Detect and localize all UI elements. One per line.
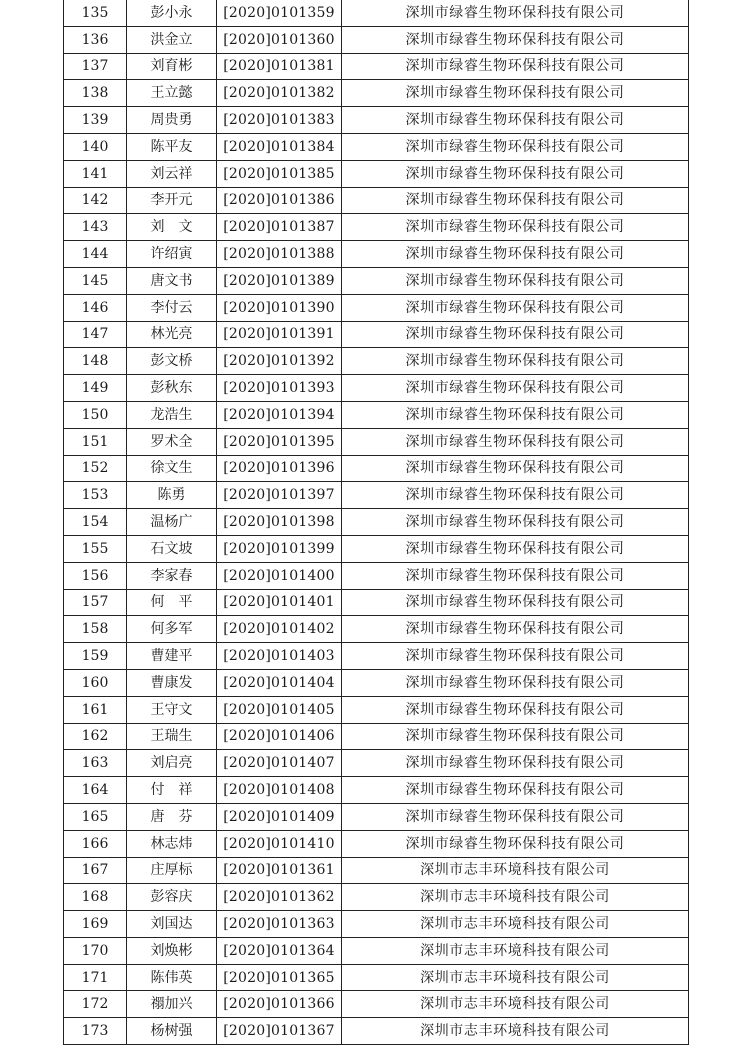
company-name-cell: 深圳市绿睿生物环保科技有限公司 bbox=[342, 509, 689, 536]
row-number-cell: 142 bbox=[64, 187, 127, 214]
table-row bbox=[64, 643, 689, 670]
certificate-number-cell: [2020]0101389 bbox=[217, 267, 342, 294]
table-row bbox=[64, 723, 689, 750]
table-row bbox=[64, 133, 689, 160]
row-number-cell: 162 bbox=[64, 723, 127, 750]
row-number-cell: 155 bbox=[64, 535, 127, 562]
person-name-cell: 李家春 bbox=[127, 562, 217, 589]
certificate-number-cell: [2020]0101393 bbox=[217, 375, 342, 402]
table-row bbox=[64, 53, 689, 80]
table-row bbox=[64, 991, 689, 1018]
table-row bbox=[64, 1018, 689, 1045]
person-name-cell: 彭文桥 bbox=[127, 348, 217, 375]
certificate-number-cell: [2020]0101390 bbox=[217, 294, 342, 321]
company-name-cell: 深圳市绿睿生物环保科技有限公司 bbox=[342, 0, 689, 26]
certificate-number-cell: [2020]0101384 bbox=[217, 133, 342, 160]
row-number-cell: 136 bbox=[64, 26, 127, 53]
person-name-cell: 王瑞生 bbox=[127, 723, 217, 750]
certificate-number-cell: [2020]0101408 bbox=[217, 777, 342, 804]
row-number-cell: 154 bbox=[64, 509, 127, 536]
company-name-cell: 深圳市绿睿生物环保科技有限公司 bbox=[342, 535, 689, 562]
company-name-cell: 深圳市绿睿生物环保科技有限公司 bbox=[342, 321, 689, 348]
table-row bbox=[64, 80, 689, 107]
certificate-number-cell: [2020]0101410 bbox=[217, 830, 342, 857]
certificate-number-cell: [2020]0101405 bbox=[217, 696, 342, 723]
person-name-cell: 刘育彬 bbox=[127, 53, 217, 80]
person-name-cell: 林志炜 bbox=[127, 830, 217, 857]
table-row bbox=[64, 830, 689, 857]
company-name-cell: 深圳市绿睿生物环保科技有限公司 bbox=[342, 803, 689, 830]
row-number-cell: 158 bbox=[64, 616, 127, 643]
certificate-number-cell: [2020]0101385 bbox=[217, 160, 342, 187]
certificate-number-cell: [2020]0101381 bbox=[217, 53, 342, 80]
row-number-cell: 147 bbox=[64, 321, 127, 348]
company-name-cell: 深圳市志丰环境科技有限公司 bbox=[342, 884, 689, 911]
company-name-cell: 深圳市绿睿生物环保科技有限公司 bbox=[342, 428, 689, 455]
table-row bbox=[64, 777, 689, 804]
row-number-cell: 138 bbox=[64, 80, 127, 107]
row-number-cell: 160 bbox=[64, 669, 127, 696]
company-name-cell: 深圳市绿睿生物环保科技有限公司 bbox=[342, 589, 689, 616]
row-number-cell: 151 bbox=[64, 428, 127, 455]
company-name-cell: 深圳市绿睿生物环保科技有限公司 bbox=[342, 669, 689, 696]
person-name-cell: 杨树强 bbox=[127, 1018, 217, 1045]
person-name-cell: 王守文 bbox=[127, 696, 217, 723]
table-row bbox=[64, 911, 689, 938]
row-number-cell: 171 bbox=[64, 964, 127, 991]
certificate-number-cell: [2020]0101386 bbox=[217, 187, 342, 214]
company-name-cell: 深圳市绿睿生物环保科技有限公司 bbox=[342, 80, 689, 107]
table-row bbox=[64, 0, 689, 26]
table-row bbox=[64, 669, 689, 696]
certificate-number-cell: [2020]0101391 bbox=[217, 321, 342, 348]
table-row bbox=[64, 401, 689, 428]
person-name-cell: 唐文书 bbox=[127, 267, 217, 294]
person-name-cell: 唐 芬 bbox=[127, 803, 217, 830]
company-name-cell: 深圳市志丰环境科技有限公司 bbox=[342, 911, 689, 938]
certificate-number-cell: [2020]0101364 bbox=[217, 937, 342, 964]
company-name-cell: 深圳市绿睿生物环保科技有限公司 bbox=[342, 26, 689, 53]
table-row bbox=[64, 857, 689, 884]
company-name-cell: 深圳市绿睿生物环保科技有限公司 bbox=[342, 401, 689, 428]
certificate-number-cell: [2020]0101406 bbox=[217, 723, 342, 750]
certificate-number-cell: [2020]0101401 bbox=[217, 589, 342, 616]
company-name-cell: 深圳市志丰环境科技有限公司 bbox=[342, 964, 689, 991]
company-name-cell: 深圳市绿睿生物环保科技有限公司 bbox=[342, 267, 689, 294]
certificate-number-cell: [2020]0101399 bbox=[217, 535, 342, 562]
person-name-cell: 庄厚标 bbox=[127, 857, 217, 884]
company-name-cell: 深圳市志丰环境科技有限公司 bbox=[342, 1018, 689, 1045]
certificate-number-cell: [2020]0101397 bbox=[217, 482, 342, 509]
row-number-cell: 156 bbox=[64, 562, 127, 589]
person-name-cell: 刘云祥 bbox=[127, 160, 217, 187]
company-name-cell: 深圳市绿睿生物环保科技有限公司 bbox=[342, 562, 689, 589]
row-number-cell: 165 bbox=[64, 803, 127, 830]
row-number-cell: 145 bbox=[64, 267, 127, 294]
certificate-number-cell: [2020]0101388 bbox=[217, 241, 342, 268]
certificate-number-cell: [2020]0101392 bbox=[217, 348, 342, 375]
table-row bbox=[64, 562, 689, 589]
person-name-cell: 洪金立 bbox=[127, 26, 217, 53]
row-number-cell: 140 bbox=[64, 133, 127, 160]
company-name-cell: 深圳市绿睿生物环保科技有限公司 bbox=[342, 107, 689, 134]
table-row bbox=[64, 348, 689, 375]
company-name-cell: 深圳市志丰环境科技有限公司 bbox=[342, 857, 689, 884]
certificate-number-cell: [2020]0101398 bbox=[217, 509, 342, 536]
table-row bbox=[64, 375, 689, 402]
table-row bbox=[64, 294, 689, 321]
certificate-number-cell: [2020]0101395 bbox=[217, 428, 342, 455]
certificate-number-cell: [2020]0101382 bbox=[217, 80, 342, 107]
table-row bbox=[64, 107, 689, 134]
company-name-cell: 深圳市绿睿生物环保科技有限公司 bbox=[342, 830, 689, 857]
table-row bbox=[64, 26, 689, 53]
table-body bbox=[64, 0, 689, 1045]
company-name-cell: 深圳市志丰环境科技有限公司 bbox=[342, 937, 689, 964]
row-number-cell: 153 bbox=[64, 482, 127, 509]
certificate-number-cell: [2020]0101400 bbox=[217, 562, 342, 589]
table-row bbox=[64, 214, 689, 241]
row-number-cell: 152 bbox=[64, 455, 127, 482]
table-row bbox=[64, 160, 689, 187]
person-name-cell: 彭秋东 bbox=[127, 375, 217, 402]
row-number-cell: 141 bbox=[64, 160, 127, 187]
table-row bbox=[64, 509, 689, 536]
person-name-cell: 李付云 bbox=[127, 294, 217, 321]
table-row bbox=[64, 187, 689, 214]
person-name-cell: 陈平友 bbox=[127, 133, 217, 160]
person-name-cell: 彭小永 bbox=[127, 0, 217, 26]
table-row bbox=[64, 455, 689, 482]
row-number-cell: 161 bbox=[64, 696, 127, 723]
row-number-cell: 159 bbox=[64, 643, 127, 670]
row-number-cell: 148 bbox=[64, 348, 127, 375]
row-number-cell: 150 bbox=[64, 401, 127, 428]
person-name-cell: 曹建平 bbox=[127, 643, 217, 670]
table-row bbox=[64, 696, 689, 723]
table-row bbox=[64, 616, 689, 643]
company-name-cell: 深圳市绿睿生物环保科技有限公司 bbox=[342, 750, 689, 777]
certificate-number-cell: [2020]0101407 bbox=[217, 750, 342, 777]
certificate-number-cell: [2020]0101360 bbox=[217, 26, 342, 53]
row-number-cell: 163 bbox=[64, 750, 127, 777]
table-row bbox=[64, 803, 689, 830]
person-name-cell: 林光亮 bbox=[127, 321, 217, 348]
certificate-number-cell: [2020]0101383 bbox=[217, 107, 342, 134]
table-row bbox=[64, 937, 689, 964]
row-number-cell: 173 bbox=[64, 1018, 127, 1045]
person-name-cell: 陈伟英 bbox=[127, 964, 217, 991]
table-row bbox=[64, 535, 689, 562]
company-name-cell: 深圳市绿睿生物环保科技有限公司 bbox=[342, 616, 689, 643]
certificate-number-cell: [2020]0101387 bbox=[217, 214, 342, 241]
row-number-cell: 167 bbox=[64, 857, 127, 884]
person-name-cell: 李开元 bbox=[127, 187, 217, 214]
row-number-cell: 144 bbox=[64, 241, 127, 268]
certificate-number-cell: [2020]0101404 bbox=[217, 669, 342, 696]
certificate-number-cell: [2020]0101359 bbox=[217, 0, 342, 26]
person-name-cell: 付 祥 bbox=[127, 777, 217, 804]
person-name-cell: 龙浩生 bbox=[127, 401, 217, 428]
certificate-number-cell: [2020]0101403 bbox=[217, 643, 342, 670]
person-name-cell: 曹康发 bbox=[127, 669, 217, 696]
company-name-cell: 深圳市绿睿生物环保科技有限公司 bbox=[342, 455, 689, 482]
row-number-cell: 137 bbox=[64, 53, 127, 80]
certificate-number-cell: [2020]0101402 bbox=[217, 616, 342, 643]
certificate-number-cell: [2020]0101366 bbox=[217, 991, 342, 1018]
person-name-cell: 刘国达 bbox=[127, 911, 217, 938]
certificate-number-cell: [2020]0101363 bbox=[217, 911, 342, 938]
person-name-cell: 徐文生 bbox=[127, 455, 217, 482]
row-number-cell: 146 bbox=[64, 294, 127, 321]
company-name-cell: 深圳市绿睿生物环保科技有限公司 bbox=[342, 187, 689, 214]
company-name-cell: 深圳市绿睿生物环保科技有限公司 bbox=[342, 643, 689, 670]
company-name-cell: 深圳市绿睿生物环保科技有限公司 bbox=[342, 241, 689, 268]
certificate-number-cell: [2020]0101409 bbox=[217, 803, 342, 830]
row-number-cell: 157 bbox=[64, 589, 127, 616]
person-name-cell: 彭容庆 bbox=[127, 884, 217, 911]
row-number-cell: 149 bbox=[64, 375, 127, 402]
row-number-cell: 170 bbox=[64, 937, 127, 964]
table-row bbox=[64, 267, 689, 294]
company-name-cell: 深圳市绿睿生物环保科技有限公司 bbox=[342, 214, 689, 241]
person-name-cell: 刘 文 bbox=[127, 214, 217, 241]
person-name-cell: 何多军 bbox=[127, 616, 217, 643]
company-name-cell: 深圳市绿睿生物环保科技有限公司 bbox=[342, 53, 689, 80]
table-row bbox=[64, 884, 689, 911]
row-number-cell: 169 bbox=[64, 911, 127, 938]
person-name-cell: 刘启亮 bbox=[127, 750, 217, 777]
company-name-cell: 深圳市绿睿生物环保科技有限公司 bbox=[342, 723, 689, 750]
certificate-number-cell: [2020]0101367 bbox=[217, 1018, 342, 1045]
table-row bbox=[64, 482, 689, 509]
person-name-cell: 许绍寅 bbox=[127, 241, 217, 268]
person-name-cell: 周贵勇 bbox=[127, 107, 217, 134]
certificate-number-cell: [2020]0101361 bbox=[217, 857, 342, 884]
company-name-cell: 深圳市绿睿生物环保科技有限公司 bbox=[342, 375, 689, 402]
company-name-cell: 深圳市绿睿生物环保科技有限公司 bbox=[342, 482, 689, 509]
personnel-table bbox=[63, 0, 689, 1045]
row-number-cell: 135 bbox=[64, 0, 127, 26]
person-name-cell: 温杨广 bbox=[127, 509, 217, 536]
certificate-number-cell: [2020]0101365 bbox=[217, 964, 342, 991]
table-row bbox=[64, 750, 689, 777]
person-name-cell: 刘焕彬 bbox=[127, 937, 217, 964]
table-row bbox=[64, 589, 689, 616]
certificate-number-cell: [2020]0101394 bbox=[217, 401, 342, 428]
table-row bbox=[64, 428, 689, 455]
company-name-cell: 深圳市绿睿生物环保科技有限公司 bbox=[342, 133, 689, 160]
company-name-cell: 深圳市绿睿生物环保科技有限公司 bbox=[342, 160, 689, 187]
row-number-cell: 143 bbox=[64, 214, 127, 241]
table-row bbox=[64, 964, 689, 991]
person-name-cell: 石文坡 bbox=[127, 535, 217, 562]
row-number-cell: 172 bbox=[64, 991, 127, 1018]
row-number-cell: 166 bbox=[64, 830, 127, 857]
table-row bbox=[64, 321, 689, 348]
company-name-cell: 深圳市绿睿生物环保科技有限公司 bbox=[342, 777, 689, 804]
person-name-cell: 禤加兴 bbox=[127, 991, 217, 1018]
person-name-cell: 罗术全 bbox=[127, 428, 217, 455]
person-name-cell: 陈勇 bbox=[127, 482, 217, 509]
company-name-cell: 深圳市绿睿生物环保科技有限公司 bbox=[342, 348, 689, 375]
row-number-cell: 168 bbox=[64, 884, 127, 911]
certificate-number-cell: [2020]0101362 bbox=[217, 884, 342, 911]
certificate-number-cell: [2020]0101396 bbox=[217, 455, 342, 482]
company-name-cell: 深圳市绿睿生物环保科技有限公司 bbox=[342, 696, 689, 723]
company-name-cell: 深圳市绿睿生物环保科技有限公司 bbox=[342, 294, 689, 321]
table-row bbox=[64, 241, 689, 268]
person-name-cell: 何 平 bbox=[127, 589, 217, 616]
row-number-cell: 139 bbox=[64, 107, 127, 134]
row-number-cell: 164 bbox=[64, 777, 127, 804]
company-name-cell: 深圳市志丰环境科技有限公司 bbox=[342, 991, 689, 1018]
person-name-cell: 王立懿 bbox=[127, 80, 217, 107]
